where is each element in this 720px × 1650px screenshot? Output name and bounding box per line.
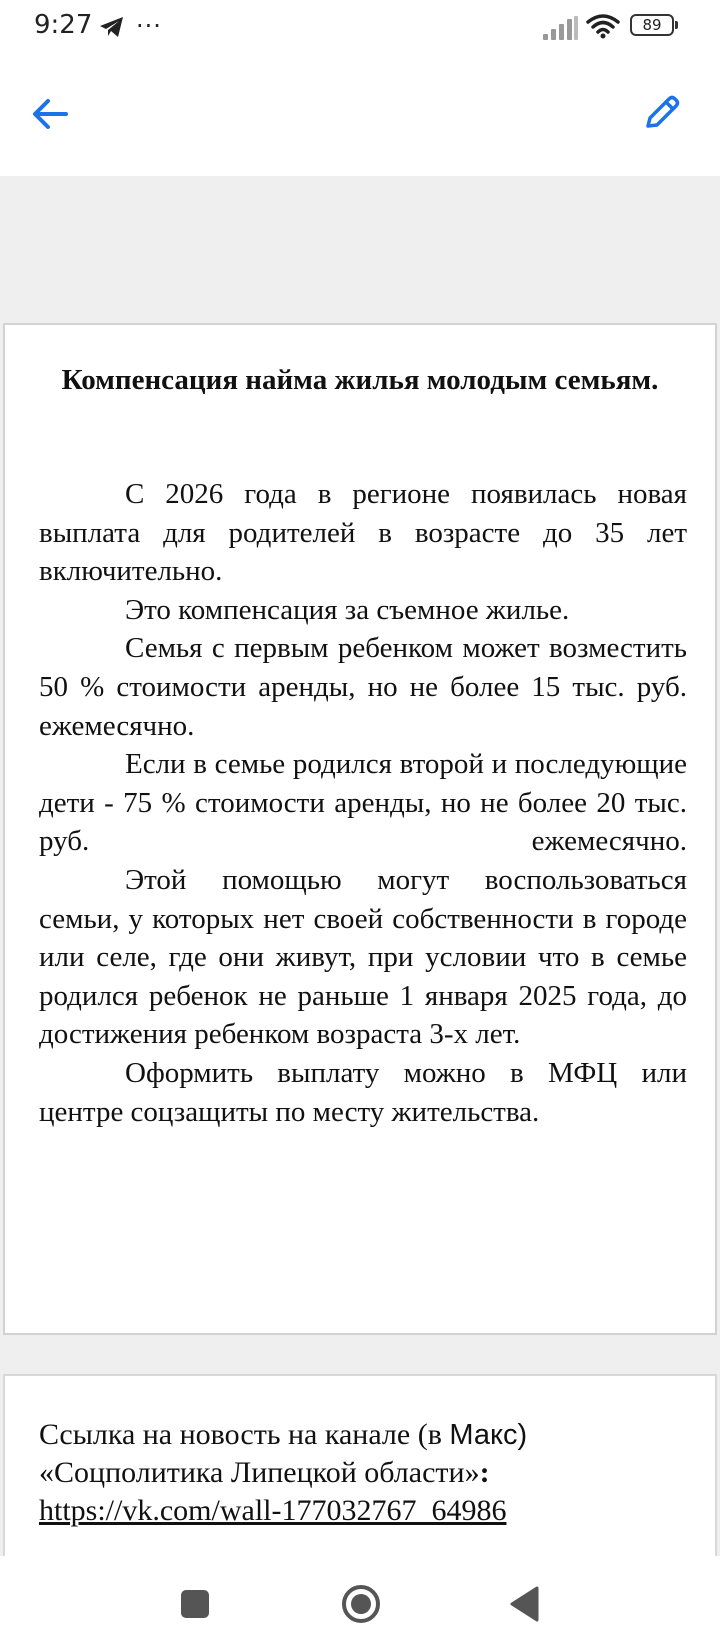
top-toolbar (0, 56, 720, 176)
document-page[interactable] (3, 323, 717, 1335)
document-title: Компенсация найма жилья молодым семьям. (61, 364, 659, 396)
link-caption (39, 1416, 527, 1454)
signal-icon (543, 16, 579, 40)
system-navigation-bar (0, 1556, 720, 1650)
document-body (39, 475, 687, 1131)
paragraph: Это компенсация за съемное жилье. (125, 593, 570, 626)
paragraph: Если в семье родился второй и последующие дети - 75 % стоимости аренды, но не более 20 тыс. руб. ежемесячно. (39, 748, 687, 858)
news-url-link[interactable]: https://vk.com/wall-177032767_64986 (39, 1494, 507, 1527)
link-caption-brand: Макс) (449, 1419, 528, 1451)
edit-pencil-icon[interactable] (640, 90, 684, 134)
battery-icon: 89 (630, 14, 674, 36)
clock-time: 9:27 (34, 10, 93, 40)
telegram-icon (98, 14, 126, 40)
more-notifications-icon: ··· (136, 12, 162, 40)
wifi-icon (586, 13, 620, 39)
home-icon[interactable] (340, 1583, 382, 1625)
paragraph: С 2026 года в регионе появилась новая выплата для родителей в возрасте до 35 лет включительно. (39, 478, 687, 588)
paragraph: Этой помощью могут воспользоваться семьи, у которых нет своей собственности в городе или селе, где они живут, при условии что в семье родился ребенок не раньше 1 января 2025 года, до достижения ребенком возраста 3-х лет. (39, 863, 687, 1051)
status-bar (0, 0, 720, 56)
paragraph: Семья с первым ребенком может возместить 50 % стоимости аренды, но не более 15 тыс. руб. ежемесячно. (39, 632, 687, 742)
channel-name-colon: : (479, 1456, 490, 1489)
news-link-card (3, 1374, 717, 1564)
channel-name (39, 1454, 490, 1492)
channel-name-text: «Соцполитика Липецкой области» (39, 1456, 480, 1489)
recent-apps-icon[interactable] (181, 1590, 209, 1618)
paragraph: Оформить выплату можно в МФЦ или центре соцзащиты по месту жительства. (39, 1056, 687, 1128)
back-arrow-icon[interactable] (28, 92, 72, 136)
back-triangle-icon[interactable] (508, 1585, 540, 1623)
link-caption-prefix: Ссылка на новость на канале (в (39, 1418, 450, 1451)
